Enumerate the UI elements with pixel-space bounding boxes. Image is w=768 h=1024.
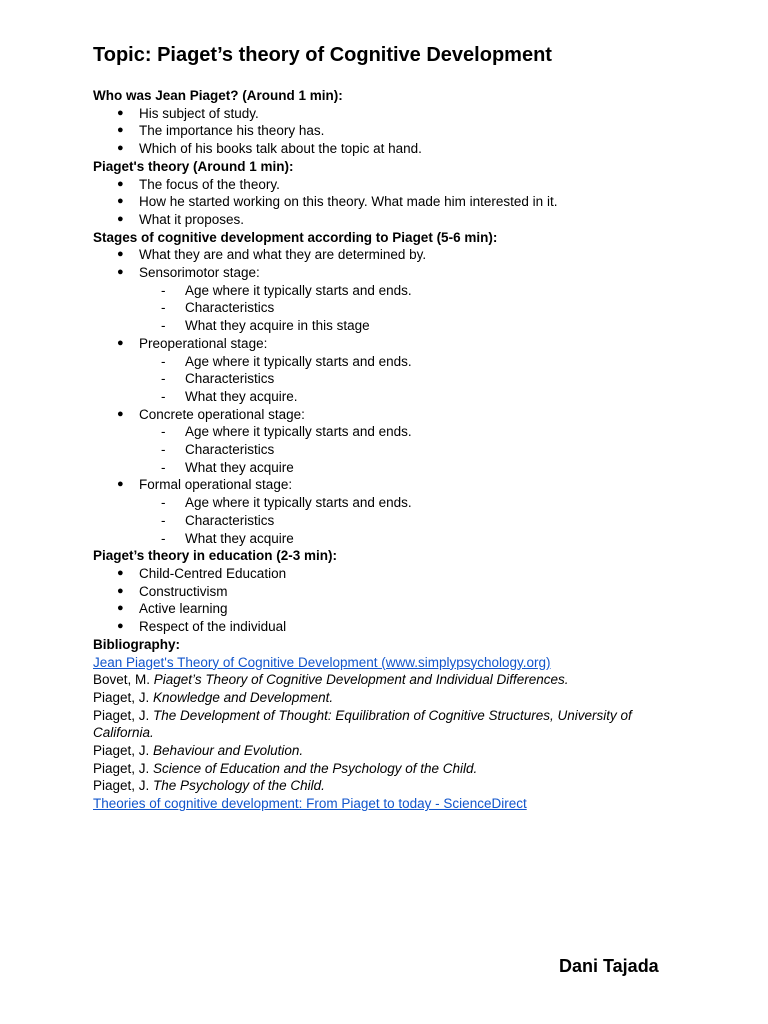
bullet-list bbox=[93, 246, 693, 547]
list-item-text: Constructivism bbox=[139, 583, 228, 599]
bibliography-entry bbox=[93, 671, 693, 689]
section-heading: Piaget’s theory in education (2-3 min): bbox=[93, 548, 338, 564]
bibliography-heading: Bibliography: bbox=[93, 636, 180, 652]
list-item bbox=[93, 335, 693, 406]
list-item bbox=[93, 583, 693, 601]
list-item-text: What they are and what they are determined by. bbox=[139, 247, 427, 263]
list-item-text: The focus of the theory. bbox=[139, 176, 280, 192]
bibliography-author: Piaget, J. bbox=[93, 689, 154, 705]
bibliography-author: Piaget, J. bbox=[93, 707, 154, 723]
list-item bbox=[93, 193, 693, 211]
sub-list-item-text: What they acquire in this stage bbox=[185, 318, 370, 334]
bullet-icon: ● bbox=[117, 106, 124, 119]
list-item-text: His subject of study. bbox=[139, 105, 259, 121]
bullet-list bbox=[93, 105, 693, 158]
bibliography-work-title: Knowledge and Development. bbox=[153, 689, 334, 705]
bullet-icon: ● bbox=[117, 177, 124, 190]
bullet-icon: ● bbox=[117, 602, 124, 615]
sub-list-item-text: Age where it typically starts and ends. bbox=[185, 282, 412, 298]
list-item-text: How he started working on this theory. What made him interested in it. bbox=[139, 194, 558, 210]
bibliography-entry bbox=[93, 760, 693, 778]
list-item bbox=[93, 105, 693, 123]
list-item-text: Child-Centred Education bbox=[139, 565, 287, 581]
sub-list-item bbox=[139, 282, 693, 300]
sub-list-item-text: Characteristics bbox=[185, 512, 275, 528]
bibliography-work-title: Behaviour and Evolution. bbox=[153, 743, 304, 759]
bullet-icon: ● bbox=[117, 142, 124, 155]
bibliography-link[interactable]: Jean Piaget's Theory of Cognitive Development (www.simplypsychology.org) bbox=[93, 654, 551, 670]
sub-list-item-text: Age where it typically starts and ends. bbox=[185, 353, 412, 369]
sub-list-item-text: What they acquire bbox=[185, 459, 294, 475]
section-heading: Piaget's theory (Around 1 min): bbox=[93, 158, 294, 174]
bibliography-author: Bovet, M. bbox=[93, 672, 154, 688]
bibliography-work-title: The Psychology of the Child. bbox=[153, 778, 325, 794]
sub-list-item bbox=[139, 299, 693, 317]
list-item-text: Active learning bbox=[139, 601, 228, 617]
bullet-list bbox=[93, 176, 693, 229]
document-title: Topic: Piaget’s theory of Cognitive Development bbox=[93, 44, 552, 66]
list-item bbox=[93, 618, 693, 636]
sub-list-item bbox=[139, 353, 693, 371]
sub-list-item-text: Characteristics bbox=[185, 300, 275, 316]
list-item bbox=[93, 140, 693, 158]
bullet-icon: ● bbox=[117, 407, 124, 420]
dash-icon: - bbox=[161, 424, 166, 440]
bullet-icon: ● bbox=[117, 124, 124, 137]
dash-icon: - bbox=[161, 282, 166, 298]
list-item-text: Sensorimotor stage: bbox=[139, 265, 260, 281]
dash-icon: - bbox=[161, 530, 166, 546]
list-item bbox=[93, 565, 693, 583]
dash-icon: - bbox=[161, 388, 166, 404]
list-item bbox=[93, 246, 693, 264]
bullet-icon: ● bbox=[117, 336, 124, 349]
sub-list-item-text: Age where it typically starts and ends. bbox=[185, 424, 412, 440]
list-item bbox=[93, 176, 693, 194]
dash-icon: - bbox=[161, 512, 166, 528]
document-page bbox=[93, 42, 693, 813]
sub-list-item bbox=[139, 459, 693, 477]
list-item-text: The importance his theory has. bbox=[139, 123, 325, 139]
sub-list-item bbox=[139, 317, 693, 335]
list-item bbox=[93, 600, 693, 618]
list-item-text: Respect of the individual bbox=[139, 619, 287, 635]
sub-list-item-text: Age where it typically starts and ends. bbox=[185, 495, 412, 511]
bibliography-work-title: The Development of Thought: Equilibration of Cognitive Structures, University of California. bbox=[93, 707, 632, 741]
section-heading: Stages of cognitive development according to Piaget (5-6 min): bbox=[93, 229, 498, 245]
bullet-list bbox=[93, 565, 693, 636]
bullet-icon: ● bbox=[117, 478, 124, 491]
bullet-icon: ● bbox=[117, 566, 124, 579]
sub-list-item bbox=[139, 512, 693, 530]
list-item bbox=[93, 264, 693, 335]
bullet-icon: ● bbox=[117, 584, 124, 597]
sub-list-item-text: What they acquire. bbox=[185, 388, 298, 404]
author-name: Dani Tajada bbox=[559, 956, 659, 976]
list-item-text: What it proposes. bbox=[139, 211, 245, 227]
sub-list-item bbox=[139, 494, 693, 512]
bibliography-author: Piaget, J. bbox=[93, 760, 154, 776]
bullet-icon: ● bbox=[117, 248, 124, 261]
bibliography-work-title: Science of Education and the Psychology of the Child. bbox=[153, 760, 478, 776]
bibliography-entry bbox=[93, 777, 693, 795]
sub-list-item-text: What they acquire bbox=[185, 530, 294, 546]
bibliography-author: Piaget, J. bbox=[93, 743, 154, 759]
bullet-icon: ● bbox=[117, 212, 124, 225]
list-item-text: Formal operational stage: bbox=[139, 477, 293, 493]
bullet-icon: ● bbox=[117, 266, 124, 279]
sub-list bbox=[139, 353, 693, 406]
list-item bbox=[93, 211, 693, 229]
bibliography-author: Piaget, J. bbox=[93, 778, 154, 794]
sub-list-item bbox=[139, 370, 693, 388]
list-item-text: Concrete operational stage: bbox=[139, 406, 305, 422]
list-item-text: Preoperational stage: bbox=[139, 335, 268, 351]
bibliography-entry bbox=[93, 707, 693, 742]
bullet-icon: ● bbox=[117, 195, 124, 208]
dash-icon: - bbox=[161, 371, 166, 387]
sub-list bbox=[139, 423, 693, 476]
bibliography-link-entry[interactable] bbox=[93, 795, 693, 813]
list-item bbox=[93, 406, 693, 477]
bibliography-link[interactable]: Theories of cognitive development: From Piaget to today - ScienceDirect bbox=[93, 796, 527, 812]
bibliography-work-title: Piaget’s Theory of Cognitive Development and Individual Differences. bbox=[153, 672, 569, 688]
bibliography-link-entry[interactable] bbox=[93, 654, 693, 672]
bullet-icon: ● bbox=[117, 620, 124, 633]
sub-list bbox=[139, 494, 693, 547]
sub-list bbox=[139, 282, 693, 335]
dash-icon: - bbox=[161, 300, 166, 316]
bibliography-entry bbox=[93, 742, 693, 760]
dash-icon: - bbox=[161, 353, 166, 369]
sub-list-item bbox=[139, 388, 693, 406]
sub-list-item bbox=[139, 530, 693, 548]
section-heading: Who was Jean Piaget? (Around 1 min): bbox=[93, 88, 343, 103]
list-item bbox=[93, 476, 693, 547]
dash-icon: - bbox=[161, 495, 166, 511]
sub-list-item-text: Characteristics bbox=[185, 371, 275, 387]
dash-icon: - bbox=[161, 318, 166, 334]
sub-list-item bbox=[139, 441, 693, 459]
sub-list-item-text: Characteristics bbox=[185, 442, 275, 458]
list-item-text: Which of his books talk about the topic at hand. bbox=[139, 141, 422, 157]
document-content bbox=[93, 87, 693, 813]
dash-icon: - bbox=[161, 459, 166, 475]
list-item bbox=[93, 122, 693, 140]
sub-list-item bbox=[139, 423, 693, 441]
dash-icon: - bbox=[161, 442, 166, 458]
bibliography-entry bbox=[93, 689, 693, 707]
